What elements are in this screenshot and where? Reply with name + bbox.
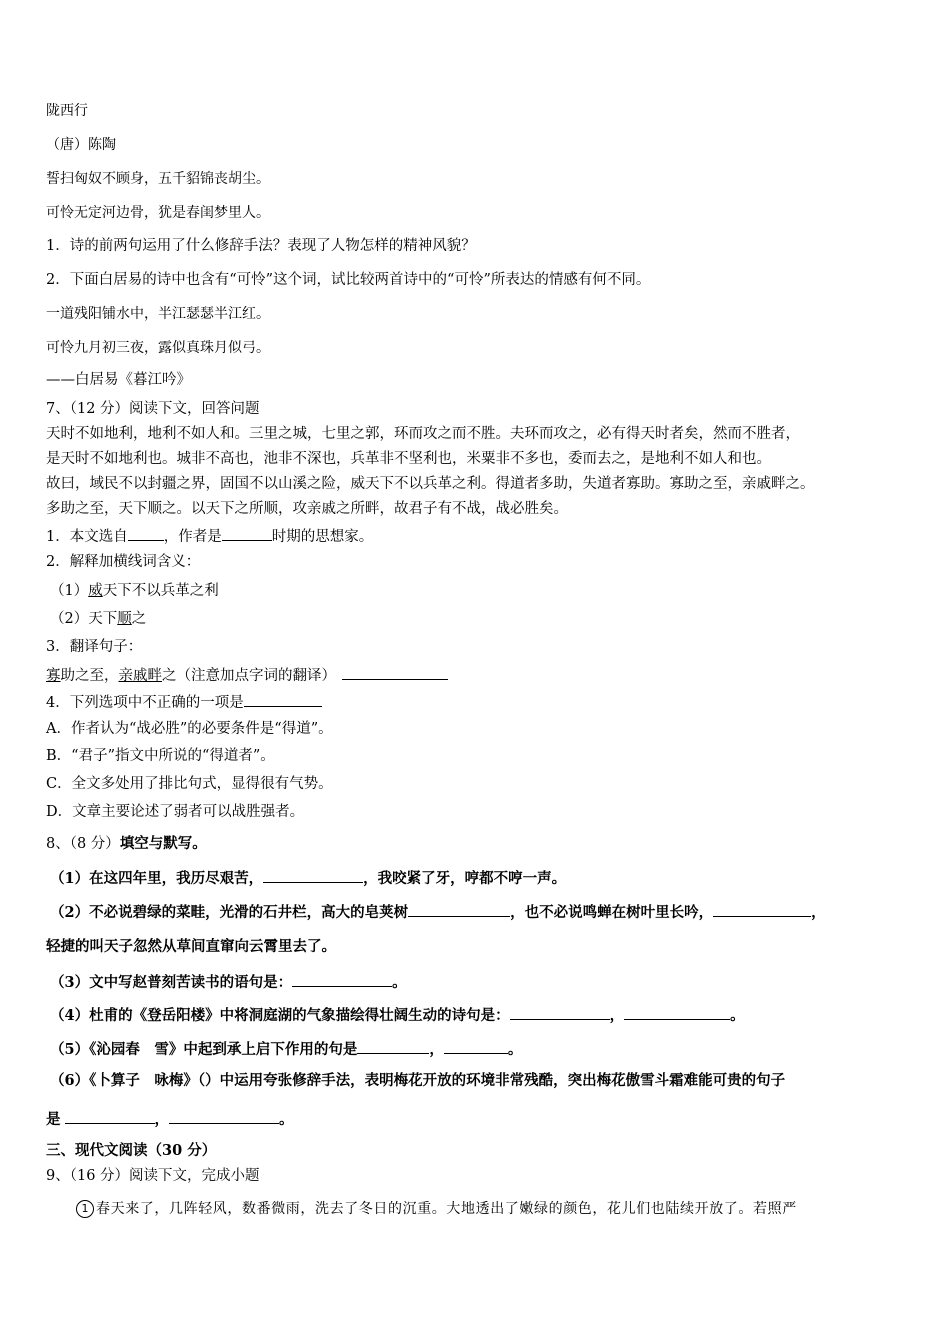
question-item <box>46 664 448 686</box>
question-item: 1．诗的前两句运用了什么修辞手法？表现了人物怎样的精神风貌？ <box>46 238 476 254</box>
question-item: 3．翻译句子： <box>46 639 143 655</box>
question-text: 助之至， <box>60 668 119 684</box>
question-item <box>50 901 826 923</box>
question-item <box>46 691 322 713</box>
question-item <box>50 609 146 629</box>
question-text: 是 <box>46 1111 61 1128</box>
question-text: ， <box>811 904 826 921</box>
question-text: ， <box>609 1007 625 1024</box>
question-text: 时期的思想家。 <box>271 529 374 545</box>
question-item <box>50 867 566 889</box>
answer-blank[interactable] <box>222 525 272 541</box>
question-item <box>50 1038 522 1060</box>
passage-line: 天时不如地利，地利不如人和。三里之城，七里之郭，环而攻之而不胜。夫环而攻之，必有得天时者矣，然而不胜者， <box>46 426 800 442</box>
passage-line: 多助之至，天下顺之。以天下之所顺，攻亲戚之所畔，故君子有不战，战必胜矣。 <box>46 501 568 517</box>
question-item: 2．解释加横线词含义： <box>46 554 201 570</box>
question-text: （5）《沁园春 雪》中起到承上启下作用的句是 <box>50 1041 358 1058</box>
question-text: （2）天下 <box>50 611 118 627</box>
question-header: 7、（12 分）阅读下文，回答问题 <box>46 401 260 417</box>
question-text: 。 <box>392 974 407 991</box>
poem-line: 一道残阳铺水中，半江瑟瑟半江红。 <box>46 306 270 322</box>
question-text: 。 <box>507 1041 523 1058</box>
question-text: 之（注意加点字词的翻译） <box>162 668 336 684</box>
question-text: （2）不必说碧绿的菜畦，光滑的石井栏，高大的皂荚树 <box>50 904 409 921</box>
question-text: ， <box>154 1111 169 1128</box>
section-title: 三、现代文阅读（30 分） <box>46 1142 217 1159</box>
answer-blank[interactable] <box>292 971 392 987</box>
question-item <box>46 1108 294 1130</box>
question-text: 1．本文选自 <box>46 529 128 545</box>
question-item: 2．下面白居易的诗中也含有“可怜”这个词，试比较两首诗中的“可怜”所表达的情感有何不同。 <box>46 272 651 288</box>
option-d: D．文章主要论述了弱者可以战胜强者。 <box>46 804 305 820</box>
question-text: ，我咬紧了牙，哼都不哼一声。 <box>363 870 567 887</box>
option-b: B．“君子”指文中所说的“得道者”。 <box>46 748 275 764</box>
answer-blank[interactable] <box>510 1004 610 1020</box>
question-text: ，也不必说鸣蝉在树叶里长吟， <box>510 904 714 921</box>
question-item <box>46 525 373 547</box>
answer-blank[interactable] <box>128 525 164 541</box>
question-text: 4．下列选项中不正确的一项是 <box>46 695 244 711</box>
item-number: （1） <box>50 583 89 599</box>
question-text: ， <box>429 1041 444 1058</box>
dotted-word: 寡 <box>46 668 61 684</box>
question-number: 8、（8 分） <box>46 836 120 852</box>
answer-blank[interactable] <box>408 901 510 917</box>
answer-blank[interactable] <box>169 1108 279 1124</box>
answer-blank[interactable] <box>342 664 448 680</box>
poem-line: 誓扫匈奴不顾身，五千貂锦丧胡尘。 <box>46 171 270 187</box>
question-item <box>50 971 407 993</box>
question-text: （4）杜甫的《登岳阳楼》中将洞庭湖的气象描绘得壮阔生动的诗句是： <box>50 1007 510 1024</box>
question-header <box>46 834 207 854</box>
question-text: （3）文中写赵普刻苦读书的语句是： <box>50 974 293 991</box>
option-c: C．全文多处用了排比句式，显得很有气势。 <box>46 776 333 792</box>
poem-author: （唐）陈陶 <box>46 137 116 153</box>
question-item: 轻捷的叫天子忽然从草间直窜向云霄里去了。 <box>46 938 336 955</box>
passage-text: 春天来了，几阵轻风，数番微雨，洗去了冬日的沉重。大地透出了嫩绿的颜色，花儿们也陆续开放了。若照严 <box>96 1201 797 1217</box>
underlined-word: 顺 <box>117 611 132 627</box>
question-item <box>50 1004 745 1026</box>
poem-source: ——白居易《暮江吟》 <box>46 372 191 388</box>
passage-line: 故曰，域民不以封疆之界，固国不以山溪之险，威天下不以兵革之利。得道者多助，失道者寡助。寡助之至，亲戚畔之。 <box>46 476 815 492</box>
question-item: （6）《卜算子 咏梅》（）中运用夸张修辞手法，表明梅花开放的环境非常残酷，突出梅花傲雪斗霜难能可贵的句子 <box>50 1072 786 1089</box>
underlined-word: 威 <box>88 583 103 599</box>
question-text: 。 <box>730 1007 745 1024</box>
question-title: 填空与默写。 <box>119 835 207 852</box>
dotted-word: 亲戚畔 <box>118 668 162 684</box>
answer-blank[interactable] <box>357 1038 429 1054</box>
passage-line: 是天时不如地利也。城非不高也，池非不深也，兵革非不坚利也，米粟非不多也，委而去之，是地利不如人和也。 <box>46 451 771 467</box>
poem-line: 可怜九月初三夜，露似真珠月似弓。 <box>46 340 270 356</box>
answer-blank[interactable] <box>713 901 811 917</box>
answer-blank[interactable] <box>624 1004 730 1020</box>
poem-title: 陇西行 <box>46 103 88 119</box>
question-text: 。 <box>279 1111 294 1128</box>
question-text: 天下不以兵革之利 <box>102 583 219 599</box>
question-text: ，作者是 <box>163 529 222 545</box>
question-header: 9、（16 分）阅读下文，完成小题 <box>46 1168 260 1184</box>
answer-blank[interactable] <box>244 691 322 707</box>
option-a: A．作者认为“战必胜”的必要条件是“得道”。 <box>46 721 333 737</box>
question-text: （1）在这四年里，我历尽艰苦， <box>50 870 264 887</box>
question-text: 之 <box>131 611 147 627</box>
paragraph-number: 1 <box>76 1200 94 1218</box>
passage-line <box>76 1199 797 1219</box>
answer-blank[interactable] <box>444 1038 508 1054</box>
answer-blank[interactable] <box>263 867 363 883</box>
poem-line: 可怜无定河边骨，犹是春闺梦里人。 <box>46 205 270 221</box>
answer-blank[interactable] <box>65 1108 155 1124</box>
question-item <box>50 581 219 601</box>
